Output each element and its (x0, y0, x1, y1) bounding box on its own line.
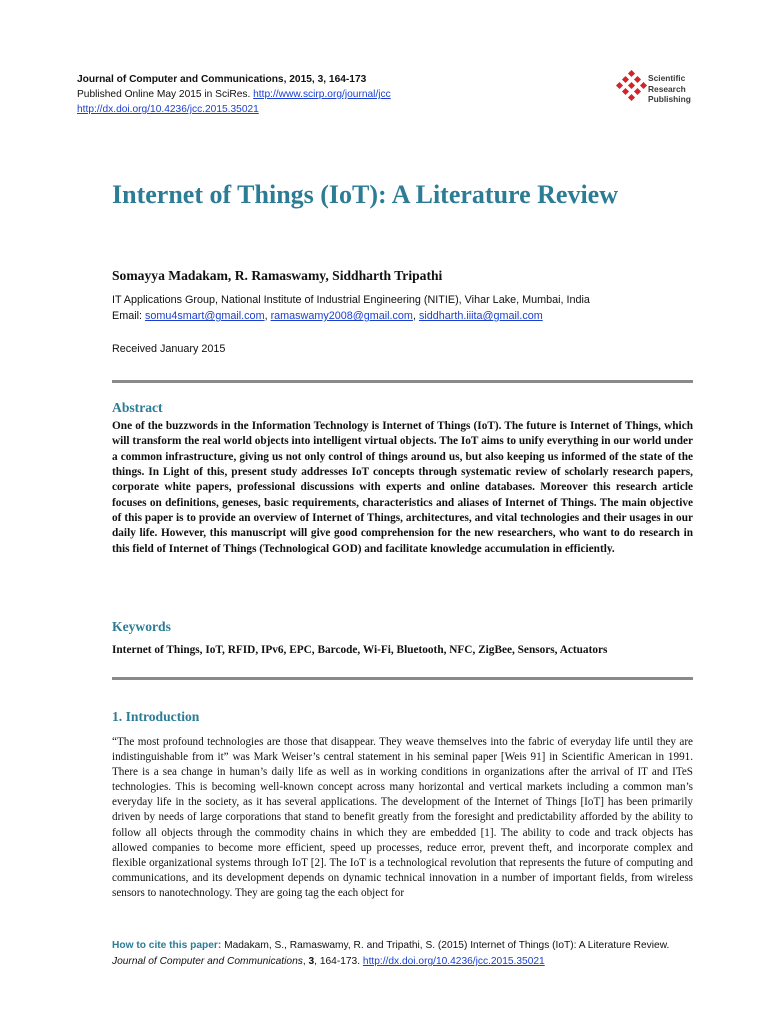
published-text: Published Online May 2015 in SciRes. (77, 89, 251, 100)
citation-pages: , 164-173. (314, 956, 361, 967)
keywords-text: Internet of Things, IoT, RFID, IPv6, EPC, Barcode, Wi-Fi, Bluetooth, NFC, ZigBee, Sensors, Actuators (112, 644, 608, 656)
email-link-madakam[interactable]: somu4smart@gmail.com (145, 310, 265, 322)
journal-url-link[interactable]: http://www.scirp.org/journal/jcc (253, 89, 391, 100)
introduction-heading: 1. Introduction (112, 709, 200, 724)
author-list: Somayya Madakam, R. Ramaswamy, Siddharth Tripathi (112, 268, 443, 283)
citation-doi-link[interactable]: http://dx.doi.org/10.4236/jcc.2015.35021 (362, 956, 545, 967)
email-label: Email: (112, 310, 142, 322)
affiliation: IT Applications Group, National Institute of Industrial Engineering (NITIE), Vihar Lake, Mumbai, India (112, 294, 590, 306)
doi-line (77, 102, 391, 117)
citation-label: How to cite this paper: (112, 940, 222, 951)
citation-journal: Journal of Computer and Communications (112, 956, 303, 967)
introduction-text: “The most profound technologies are those that disappear. They weave themselves into the fabric of everyday life until they are indistinguishable from it” was Mark Weiser’s central statement in his seminal paper [Weis 91] in Scientific American in 1991. There is a sea change in human’s daily life as well as in working conditions in organizations after the arrival of IT and ITeS technologies. This is becoming well-known concept across many horizontal and vertical markets including a common man’s everyday life in the society, as it has several applications. The development of the Internet of Things [IoT] has been primarily driven by needs of large corporations that stand to benefit greatly from the foresight and predictability afforded by the ability to follow all objects through the commodity chains in which they are embedded [1]. The ability to code and track objects has allowed companies to become more efficient, speed up processes, reduce error, prevent theft, and incorporate complex and flexible organizational systems through IoT [2]. The IoT is a technological revolution that represents the future of computing and communications, and its development depends on dynamic technical innovation in a number of important fields, from wireless sensors to nanotechnology. They are going tag the each object for (112, 736, 693, 899)
doi-link[interactable]: http://dx.doi.org/10.4236/jcc.2015.35021 (77, 104, 259, 115)
abstract-heading: Abstract (112, 400, 163, 415)
abstract-text: One of the buzzwords in the Information Technology is Internet of Things (IoT). The future is Internet of Things, which will transform the real world objects into intelligent virtual objects. The IoT aims to unify everything in our world under a common infrastructure, giving us not only control of things around us, but also keeping us informed of the state of the things. In Light of this, present study addresses IoT concepts through systematic review of scholarly research papers, corporate white papers, professional discussions with experts and online databases. Moreover this research article focuses on definitions, geneses, basic requirements, characteristics and aliases of Internet of Things. The main objective of this paper is to provide an overview of Internet of Things, architectures, and vital technologies and their usages in our daily life. However, this manuscript will give good comprehension for the new researchers, who want to do research in this field of Internet of Things (Technological GOD) and facilitate knowledge accumulation in efficiently. (112, 420, 693, 555)
journal-name: Journal of Computer and Communications, 2015, 3, 164-173 (77, 74, 367, 85)
citation-volume: 3 (308, 956, 315, 967)
citation-block: How to cite this paper: Madakam, S., Ramaswamy, R. and Tripathi, S. (2015) Internet of Things (IoT): A Literature Review. Journal of Computer and Communications, 3, 164-173. http://dx.doi.org/10.4236/jcc.2015.35021 (112, 940, 670, 967)
scirp-diamond-logo-icon (614, 70, 648, 104)
keywords-heading: Keywords (112, 619, 171, 634)
section-divider (112, 677, 693, 680)
publisher-name: Scientific Research Publishing (648, 73, 691, 104)
section-divider (112, 380, 693, 383)
email-line: Email: somu4smart@gmail.com, ramaswamy2008@gmail.com, siddharth.iiita@gmail.com (112, 310, 543, 322)
publisher-logo (614, 70, 710, 110)
journal-info (77, 72, 391, 117)
email-link-tripathi[interactable]: siddharth.iiita@gmail.com (418, 310, 543, 322)
published-line (77, 87, 391, 102)
paper-title: Internet of Things (IoT): A Literature Review (112, 180, 618, 209)
received-date: Received January 2015 (112, 343, 226, 355)
email-link-ramaswamy[interactable]: ramaswamy2008@gmail.com (270, 310, 413, 322)
citation-text: Madakam, S., Ramaswamy, R. and Tripathi, S. (2015) Internet of Things (IoT): A Literature Review. (224, 940, 670, 951)
